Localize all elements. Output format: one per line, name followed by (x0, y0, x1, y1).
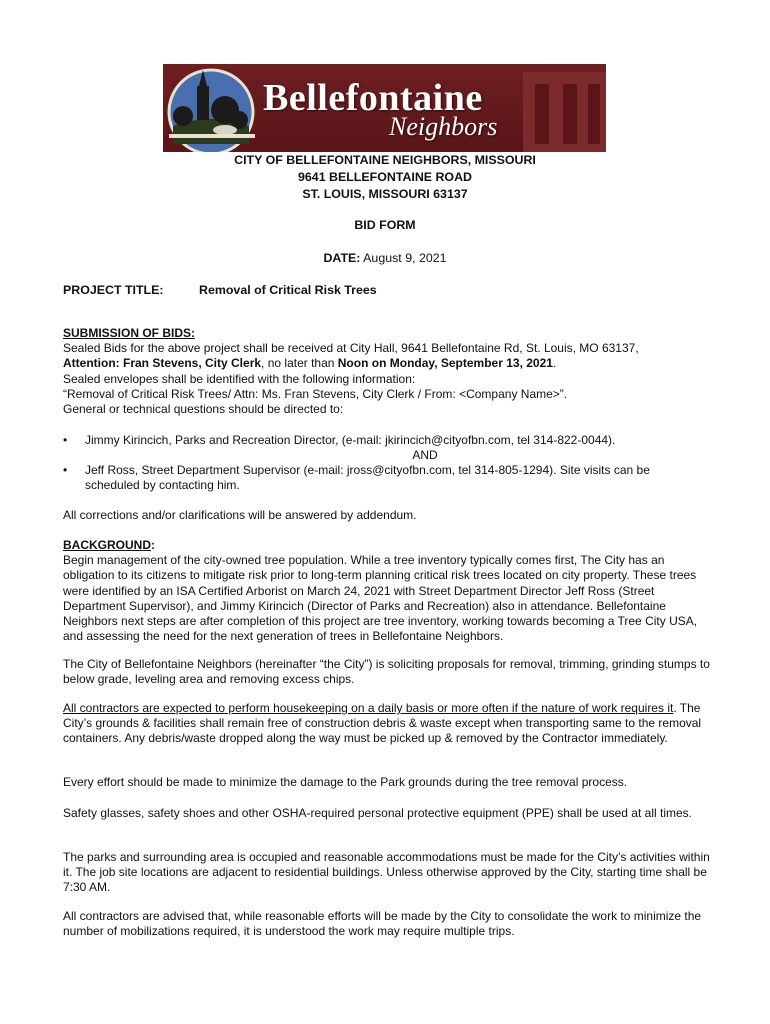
housekeeping-details: . The City’s grounds & facilities shall remain free of construction debris & waste except when transporting same to the removal containers. Any debris/waste dropped along the way must be picked up & removed by the Contractor immediately. (63, 701, 702, 746)
no-later-text: , no later than (261, 356, 338, 371)
deadline-text: Noon on Monday, September 13, 2021 (337, 356, 553, 371)
background-paragraph-4: Every effort should be made to minimize the damage to the Park grounds during the tree removal process. (63, 775, 628, 789)
form-title: BID FORM (354, 218, 416, 232)
submission-section (63, 326, 713, 417)
submission-line-5: General or technical questions should be directed to: (63, 402, 344, 417)
city-logo (163, 64, 606, 152)
contact-item: Jimmy Kirincich, Parks and Recreation Director, (e-mail: jkirincich@cityofbn.com, tel 314-822-0044). (85, 433, 616, 447)
background-paragraph-3 (63, 701, 713, 747)
attention-text: Attention: Fran Stevens, City Clerk (63, 356, 262, 371)
submission-line-2 (63, 356, 713, 371)
background-heading: BACKGROUND (63, 538, 151, 552)
background-paragraph-6: The parks and surrounding area is occupied and reasonable accommodations must be made for the City’s activities within it. The job site locations are adjacent to residential buildings. Unless otherwise approved by the City, starting time shall be 7:30 AM. (63, 850, 710, 895)
date-label: DATE: (323, 251, 361, 265)
header-line-1: CITY OF BELLEFONTAINE NEIGHBORS, MISSOURI (234, 153, 536, 167)
submission-line-1: Sealed Bids for the above project shall be received at City Hall, 9641 Bellefontaine Rd, St. Louis, MO 63137, (63, 341, 639, 356)
background-colon: : (151, 538, 155, 552)
project-title-value: Removal of Critical Risk Trees (199, 283, 377, 297)
submission-heading: SUBMISSION OF BIDS: (63, 326, 196, 340)
deadline-period: . (552, 356, 557, 371)
logo-title: Bellefontaine (263, 77, 483, 119)
housekeeping-requirement: All contractors are expected to perform housekeeping on a daily basis or more often if the nature of work requires it (63, 701, 674, 715)
background-paragraph-7: All contractors are advised that, while reasonable efforts will be made by the City to consolidate the work to minimize the number of mobilizations required, it is understood the work may require multiple trips. (63, 909, 702, 939)
submission-line-3: Sealed envelopes shall be identified with the following information: (63, 371, 416, 386)
header-line-2: 9641 BELLEFONTAINE ROAD (298, 170, 472, 184)
date-line (0, 251, 770, 265)
bullet-icon: • (63, 463, 68, 477)
project-title-label: PROJECT TITLE: (63, 283, 164, 297)
background-paragraph-5: Safety glasses, safety shoes and other OSHA-required personal protective equipment (PPE) shall be used at all times. (63, 806, 692, 820)
header-line-3: ST. LOUIS, MISSOURI 63137 (302, 187, 468, 201)
and-text: AND (412, 448, 438, 462)
city-header (0, 152, 770, 203)
background-section (63, 538, 713, 644)
corrections-note: All corrections and/or clarifications will be answered by addendum. (63, 508, 417, 522)
background-paragraph-1: Begin management of the city-owned tree population. While a tree inventory typically comes first, The City has an obligation to its citizens to mitigate risk prior to long-term planning critical risk trees located on city property. These trees were identified by an ISA Certified Arborist on March 24, 2021 with Street Department Director Jeff Ross (Street Department Supervisor), and Jimmy Kirincich (Director of Parks and Recreation) also in attendance. Bellefontaine Neighbors next steps are after completion of this project are tree inventory, working towards becoming a Tree City USA, and assessing the need for the next generation of trees in Bellefontaine Neighbors. (63, 553, 698, 644)
date-value: August 9, 2021 (363, 251, 447, 265)
bullet-icon: • (63, 433, 68, 447)
background-paragraph-2: The City of Bellefontaine Neighbors (hereinafter “the City”) is soliciting proposals for removal, trimming, grinding stumps to below grade, leveling area and removing excess chips. (63, 657, 710, 687)
submission-line-4: “Removal of Critical Risk Trees/ Attn: Ms. Fran Stevens, City Clerk / From: <Company Name>”. (63, 386, 568, 401)
logo-subtitle: Neighbors (389, 112, 498, 141)
contact-item: Jeff Ross, Street Department Supervisor (e-mail: jross@cityofbn.com, tel 314-805-1294). Site visits can be scheduled by contacting him. (85, 463, 650, 493)
